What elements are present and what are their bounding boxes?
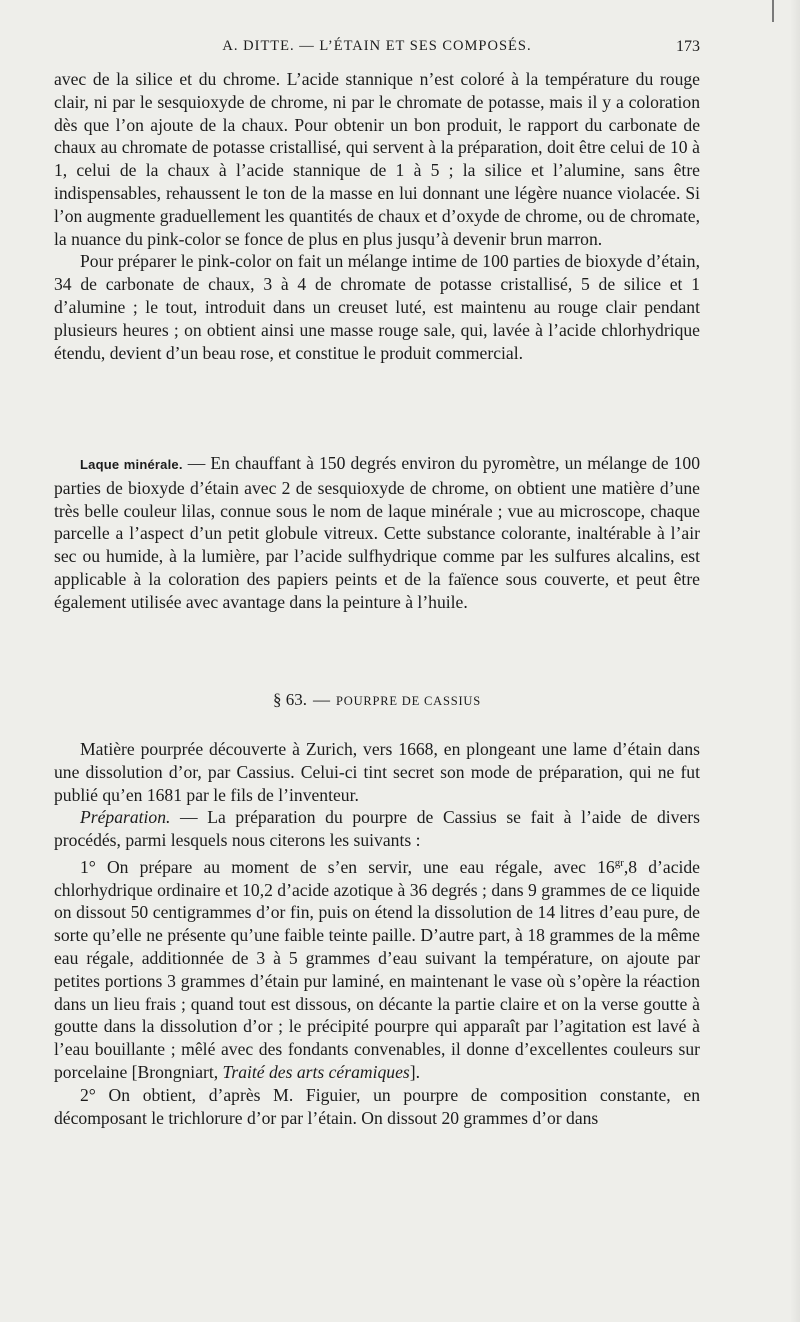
paragraph-method-1 [54,852,700,1084]
method-1-text-b: ,8 d’acide chlorhydrique ordinaire et 10,2 d’acide azotique à 36 degrés ; dans 9 grammes de ce liquide on dissout 50 centigrammes d’or fin, puis on étend la dissolution de 14 litres d’eau pure, de sorte qu’elle ne présente qu’une faible teinte paille. D’autre part, à 18 grammes de la même eau régale, additionnée de 3 à 5 grammes d’eau suivant la température, on ajoute par petites portions 3 grammes d’étain pur laminé, en maintenant le vase où s’opère la réaction dans un lieu frais ; quand tout est dissous, on décante la partie claire et on la verse goutte à goutte dans la dissolution d’or ; le précipité pourpre qui apparaît par l’agitation est lavé à l’eau bouillante ; mêlé avec des fondants convenables, il donne d’excellentes couleurs sur porcelaine [Brongniart, [54,856,700,1083]
section-dash: — [313,690,330,709]
section-heading [54,690,700,710]
paragraph-laque-minerale [54,452,700,614]
method-1-text-c: ]. [409,1062,420,1083]
section-title: POURPRE DE CASSIUS [336,694,481,708]
gram-unit: gr [614,856,624,869]
scan-corner-mark [772,0,774,22]
running-header [54,38,700,60]
laque-minerale-block [54,452,700,614]
section-number: § 63. [273,690,307,709]
paragraph-preparation [54,806,700,852]
paragraph-pink-color-preparation: Pour préparer le pink-color on fait un mélange intime de 100 parties de bioxyde d’étain, 34 de carbonate de chaux, 3 à 4 de chromate de potasse cristallisé, 5 de silice et 1 d’alumine ; le tout, introduit dans un creuset luté, est maintenu au rouge clair pendant plusieurs heures ; on obtient ainsi une masse rouge sale, qui, lavée à l’acide chlorhydrique étendu, devient d’un beau rose, et constitue le produit commercial. [54,251,700,363]
run-in-heading: Laque minérale. [80,457,183,472]
paragraph-continuation: avec de la silice et du chrome. L’acide stannique n’est coloré à la température du rouge clair, ni par le sesquioxyde de chrome, ni par le chromate de potasse, mais il y a coloration dès que l’on ajoute de la chaux. Pour obtenir un bon produit, le rapport du carbonate de chaux au chromate de potasse cristallisé, qui servent à la préparation, doit être celui de 10 à 1, celui de la chaux à l’acide stannique de 1 à 5 ; la silice et l’alumine, sans être indispensables, rehaussent le ton de la masse en lui donnant une légère nuance violacée. Si l’on augmente graduellement les quantités de chaux et d’oxyde de chrome, ou de chromate, la nuance du pink-color se fonce de plus en plus jusqu’à devenir brun marron. [54,69,700,249]
paragraph-cassius-history: Matière pourprée découverte à Zurich, vers 1668, en plongeant une lame d’étain dans une dissolution d’or, par Cassius. Celui-ci tint secret son mode de préparation, qui ne fut publié qu’en 1681 par le fils de l’inventeur. [54,739,700,805]
preparation-text: — La préparation du pourpre de Cassius se fait à l’aide de divers procédés, parmi lesquels nous citerons les suivants : [54,807,700,851]
paragraph-laque-text: — En chauffant à 150 degrés environ du pyromètre, un mélange de 100 parties de bioxyde d’étain avec 2 de sesquioxyde de chrome, on obtient une matière d’une très belle couleur lilas, connue sous le nom de laque minérale ; vue au microscope, chaque parcelle a l’aspect d’un petit globule vitreux. Cette substance colorante, inaltérable à l’air sec ou humide, à la lumière, par l’acide sulfhydrique comme par les sulfures alcalins, est applicable à la coloration des papiers peints et de la faïence sous couverte, et peut être également utilisée avec avantage dans la peinture à l’huile. [54,453,700,612]
page-edge-shadow [790,0,800,1322]
method-1-text-a: 1° On prépare au moment de s’en servir, une eau régale, avec 16 [80,856,615,877]
cassius-text-block [54,738,700,1129]
pink-color-text-block [54,68,700,364]
page-number: 173 [676,38,700,55]
running-title: A. DITTE. — L’ÉTAIN ET SES COMPOSÉS. [222,38,532,54]
paragraph-method-2: 2° On obtient, d’après M. Figuier, un pourpre de composition constante, en décomposant le trichlorure d’or par l’étain. On dissout 20 grammes d’or dans [54,1084,700,1128]
preparation-label: Préparation. [80,807,171,828]
reference-title: Traité des arts céramiques [222,1062,410,1083]
